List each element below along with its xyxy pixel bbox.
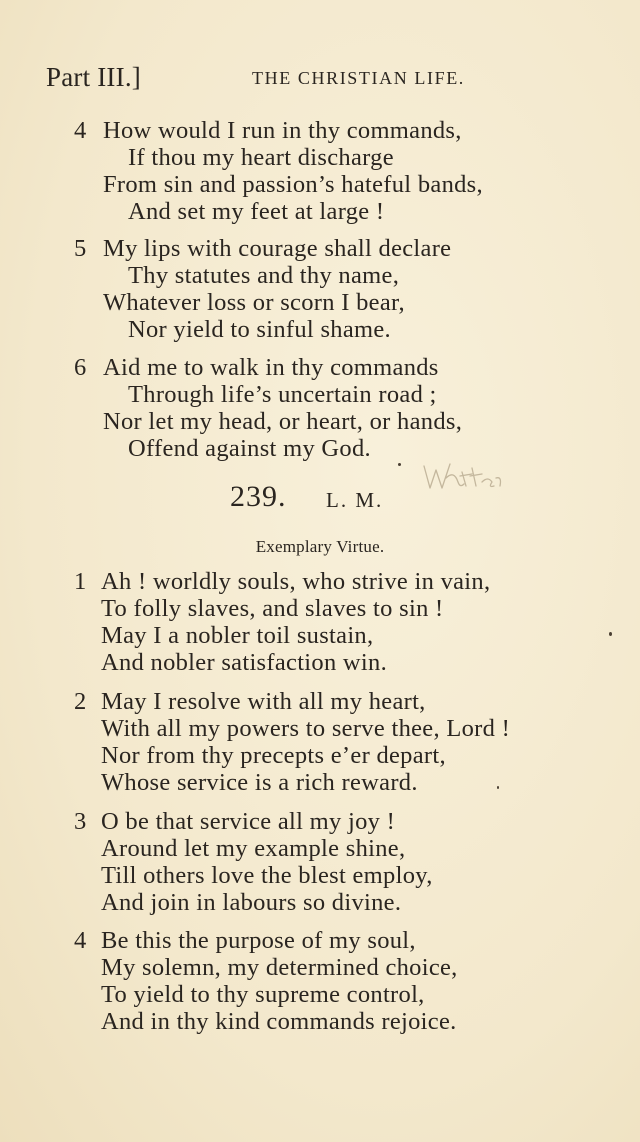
verse-line: To yield to thy supreme control, bbox=[101, 981, 425, 1008]
verse-line: Offend against my God. bbox=[128, 435, 371, 462]
verse-line: How would I run in thy commands, bbox=[103, 117, 462, 144]
verse-line: O be that service all my joy ! bbox=[101, 808, 396, 835]
part-label: Part III.] bbox=[46, 62, 141, 92]
verse-line: Whose service is a rich reward. bbox=[101, 769, 418, 796]
verse-line: With all my powers to serve thee, Lord ! bbox=[101, 715, 511, 742]
verse-line: My solemn, my determined choice, bbox=[101, 954, 458, 981]
stanza-number: 1 bbox=[74, 568, 87, 595]
verse-line: Aid me to walk in thy commands bbox=[103, 354, 439, 381]
verse-line: Be this the purpose of my soul, bbox=[101, 927, 416, 954]
stanza-number: 6 bbox=[74, 354, 87, 381]
hymn-meter: L. M. bbox=[326, 488, 384, 512]
verse-line: From sin and passion’s hateful bands, bbox=[103, 171, 483, 198]
running-title: THE CHRISTIAN LIFE. bbox=[252, 68, 465, 88]
running-header bbox=[46, 62, 586, 98]
verse-line: May I a nobler toil sustain, bbox=[101, 622, 374, 649]
verse-line: My lips with courage shall declare bbox=[103, 235, 452, 262]
ink-speck bbox=[398, 463, 401, 466]
verse-line: Nor let my head, or heart, or hands, bbox=[103, 408, 463, 435]
ink-speck bbox=[609, 632, 612, 636]
verse-line: Through life’s uncertain road ; bbox=[128, 381, 437, 408]
stanza-number: 2 bbox=[74, 688, 87, 715]
ink-speck bbox=[497, 786, 499, 789]
hymn-number: 239. bbox=[230, 480, 287, 513]
verse-line: Till others love the blest employ, bbox=[101, 862, 433, 889]
handwritten-annotation bbox=[422, 456, 506, 496]
verse-line: May I resolve with all my heart, bbox=[101, 688, 426, 715]
verse-line: Nor yield to sinful shame. bbox=[128, 316, 391, 343]
verse-line: And join in labours so divine. bbox=[101, 889, 402, 916]
stanza-number: 4 bbox=[74, 927, 87, 954]
verse-line: And set my feet at large ! bbox=[128, 198, 385, 225]
verse-line: If thou my heart discharge bbox=[128, 144, 394, 171]
verse-line: To folly slaves, and slaves to sin ! bbox=[101, 595, 444, 622]
stanza-number: 5 bbox=[74, 235, 87, 262]
stanza-number: 4 bbox=[74, 117, 87, 144]
verse-line: Whatever loss or scorn I bear, bbox=[103, 289, 405, 316]
verse-line: And in thy kind commands rejoice. bbox=[101, 1008, 457, 1035]
stanza-number: 3 bbox=[74, 808, 87, 835]
verse-line: And nobler satisfaction win. bbox=[101, 649, 388, 676]
verse-line: Ah ! worldly souls, who strive in vain, bbox=[101, 568, 491, 595]
hymn-title: Exemplary Virtue. bbox=[255, 537, 385, 556]
verse-line: Thy statutes and thy name, bbox=[128, 262, 400, 289]
verse-line: Around let my example shine, bbox=[101, 835, 406, 862]
verse-line: Nor from thy precepts e’er depart, bbox=[101, 742, 446, 769]
